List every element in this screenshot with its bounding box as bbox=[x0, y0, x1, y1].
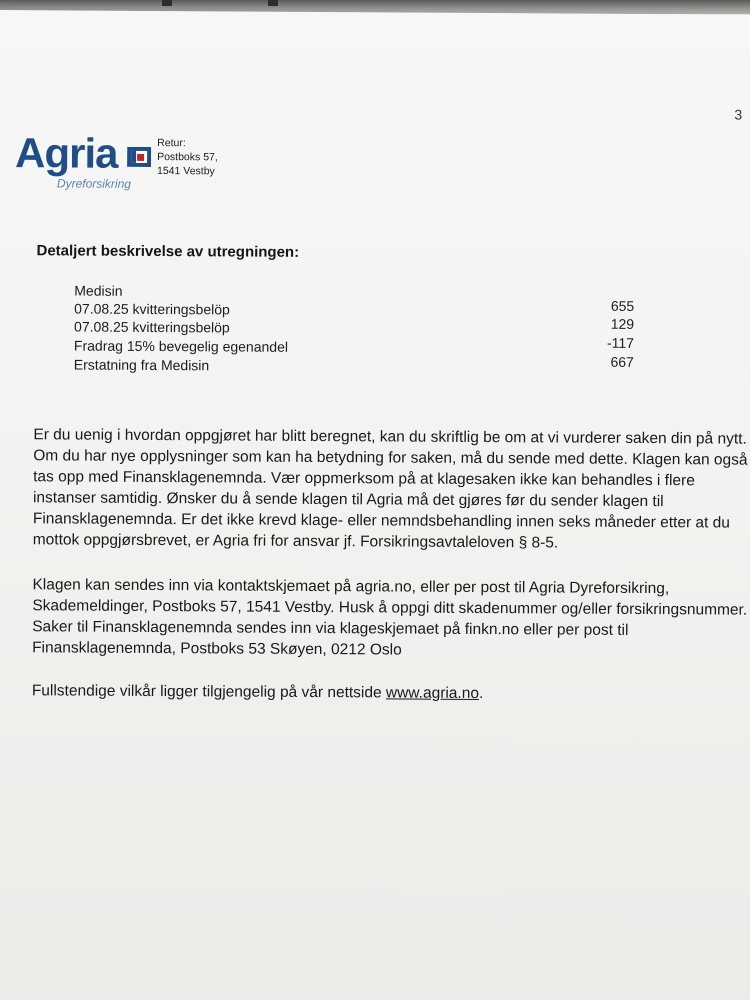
calc-label: 07.08.25 kvitteringsbelöp bbox=[74, 300, 230, 318]
page-number: 3 bbox=[734, 106, 743, 123]
calc-label: Fradrag 15% bevegelig egenandel bbox=[73, 337, 289, 355]
calc-label: 07.08.25 kvitteringsbelöp bbox=[74, 318, 230, 336]
paragraph-text: Klagen kan sendes inn via kontaktskjemaet på agria.no, eller per post til Agria Dyreforsikring, Skademeldinger, Postboks 57, 1541 Vestby. Husk å oppgi ditt skadenummer og/eller forsikringsnummer. Saker til Finansklagenemnda sendes inn via klageskjemaet på finkn.no eller per post til Finansklagenemnda, Postboks 53 Skøyen, 0212 Oslo bbox=[32, 576, 748, 659]
calc-value: 129 bbox=[610, 315, 635, 332]
calc-label: Medisin bbox=[74, 282, 123, 299]
calc-row bbox=[74, 315, 635, 340]
complaint-paragraph bbox=[33, 424, 750, 554]
calc-row bbox=[73, 353, 634, 378]
agria-logo bbox=[14, 129, 155, 193]
calc-value: 667 bbox=[610, 353, 634, 370]
terms-end: . bbox=[478, 684, 484, 703]
calculation-table bbox=[73, 282, 635, 374]
return-address bbox=[157, 136, 218, 178]
calc-value: 655 bbox=[610, 297, 635, 314]
clip-mark bbox=[268, 0, 278, 6]
contact-paragraph bbox=[32, 574, 750, 662]
calc-label: Erstatning fra Medisin bbox=[73, 356, 210, 374]
logo-wordmark: Agria bbox=[14, 129, 118, 177]
calc-value: -117 bbox=[606, 334, 635, 351]
logo-subtitle: Dyreforsikring bbox=[56, 176, 131, 191]
agria-website-link[interactable]: www.agria.no bbox=[385, 684, 480, 702]
section-heading: Detaljert beskrivelse av utregningen: bbox=[36, 242, 300, 261]
terms-paragraph bbox=[32, 680, 750, 705]
return-line-1: Postboks 57, bbox=[157, 151, 218, 164]
return-line-2: 1541 Vestby bbox=[156, 165, 215, 178]
terms-text: Fullstendige vilkår ligger tilgjengelig på vår nettside bbox=[31, 682, 386, 702]
paragraph-text: Er du uenig i hvordan oppgjøret har blitt beregnet, kan du skriftlig be om at vi vurderer saken din på nytt. Om du har nye opplysninger som kan ha betydning for saken, må du sende med dette. Klagen kan også tas opp med Finansklagenemnda. Vær oppmerksom på at klagesaken ikke kan behandles i flere instanser samtidig. Ønsker du å sende klagen til Agria må det gjøres før du sender klagen til Finansklagenemnda. Er det ikke krevd klage- eller nemndsbehandling innen seks måneder etter at du mottok oppgjørsbrevet, er Agria fri for ansvar jf. Forsikringsavtaleloven § 8-5. bbox=[32, 426, 748, 552]
logo-square-icon bbox=[127, 147, 151, 167]
clip-mark bbox=[162, 0, 172, 6]
calc-row bbox=[73, 334, 635, 359]
return-label: Retur: bbox=[157, 137, 186, 150]
paragraph-text bbox=[32, 680, 750, 705]
letter-page bbox=[0, 10, 750, 1000]
